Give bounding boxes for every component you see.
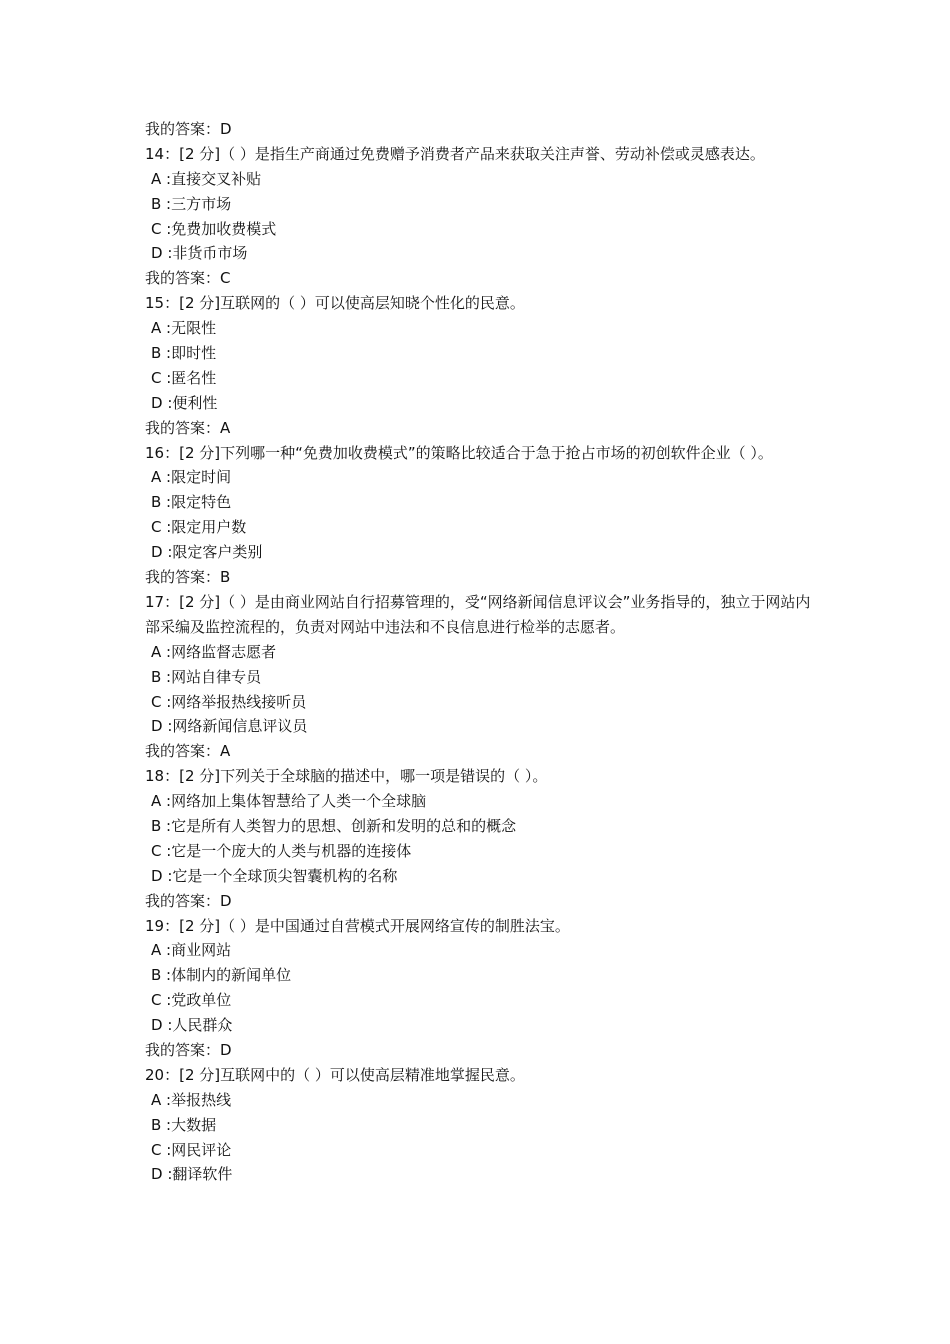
question-stem: 17：[2 分]（ ）是由商业网站自行招募管理的，受“网络新闻信息评议会”业务指导的，独立于网站内部采编及监控流程的，负责对网站中违法和不良信息进行检举的志愿者。	[145, 592, 811, 636]
option-d: D :翻译软件	[151, 1165, 233, 1184]
option-c: C :限定用户数	[151, 518, 247, 537]
option-a: A :直接交叉补贴	[151, 169, 262, 188]
option-a: A :举报热线	[151, 1090, 232, 1109]
question-block	[145, 142, 825, 291]
question-block	[145, 1063, 825, 1187]
option-b: B :即时性	[151, 344, 217, 363]
option-a: A :网络监督志愿者	[151, 642, 277, 661]
option-c: C :网络举报热线接听员	[151, 692, 307, 711]
option-a: A :限定时间	[151, 468, 232, 487]
previous-answer: 我的答案：D	[145, 120, 232, 138]
question-block	[145, 764, 825, 913]
option-b: B :限定特色	[151, 493, 232, 512]
option-d: D :网络新闻信息评议员	[151, 717, 308, 736]
option-c: C :免费加收费模式	[151, 219, 277, 238]
option-a: A :无限性	[151, 319, 217, 338]
option-c: C :网民评论	[151, 1140, 232, 1159]
my-answer: 我的答案：D	[145, 891, 232, 910]
question-block	[145, 590, 825, 764]
my-answer: 我的答案：B	[145, 568, 231, 587]
option-d: D :非货币市场	[151, 244, 248, 263]
my-answer: 我的答案：D	[145, 1041, 232, 1059]
option-b: B :体制内的新闻单位	[151, 966, 292, 985]
question-stem: 20：[2 分]互联网中的（ ）可以使高层精准地掌握民意。	[145, 1065, 525, 1084]
option-a: A :网络加上集体智慧给了人类一个全球脑	[151, 792, 427, 811]
option-b: B :网站自律专员	[151, 667, 262, 686]
option-d: D :便利性	[151, 393, 218, 412]
option-b: B :它是所有人类智力的思想、创新和发明的总和的概念	[151, 816, 517, 835]
my-answer: 我的答案：C	[145, 269, 231, 288]
option-d: D :限定客户类别	[151, 543, 263, 562]
question-stem: 16：[2 分]下列哪一种“免费加收费模式”的策略比较适合于急于抢占市场的初创软件企业（ ）。	[145, 443, 773, 462]
option-b: B :三方市场	[151, 194, 232, 213]
option-c: C :党政单位	[151, 991, 232, 1010]
question-list	[145, 117, 825, 1187]
question-stem: 14：[2 分]（ ）是指生产商通过免费赠予消费者产品来获取关注声誉、劳动补偿或灵感表达。	[145, 144, 765, 163]
option-c: C :它是一个庞大的人类与机器的连接体	[151, 841, 412, 860]
question-stem: 19：[2 分]（ ）是中国通过自营模式开展网络宣传的制胜法宝。	[145, 916, 570, 935]
question-stem: 18：[2 分]下列关于全球脑的描述中，哪一项是错误的（ ）。	[145, 767, 548, 786]
question-block	[145, 291, 825, 440]
my-answer: 我的答案：A	[145, 742, 231, 761]
question-stem: 15：[2 分]互联网的（ ）可以使高层知晓个性化的民意。	[145, 294, 525, 313]
my-answer: 我的答案：A	[145, 418, 231, 437]
option-d: D :人民群众	[151, 1016, 233, 1035]
option-b: B :大数据	[151, 1115, 217, 1134]
option-a: A :商业网站	[151, 941, 232, 960]
question-block	[145, 914, 825, 1063]
question-block	[145, 441, 825, 590]
option-d: D :它是一个全球顶尖智囊机构的名称	[151, 866, 398, 885]
option-c: C :匿名性	[151, 368, 217, 387]
